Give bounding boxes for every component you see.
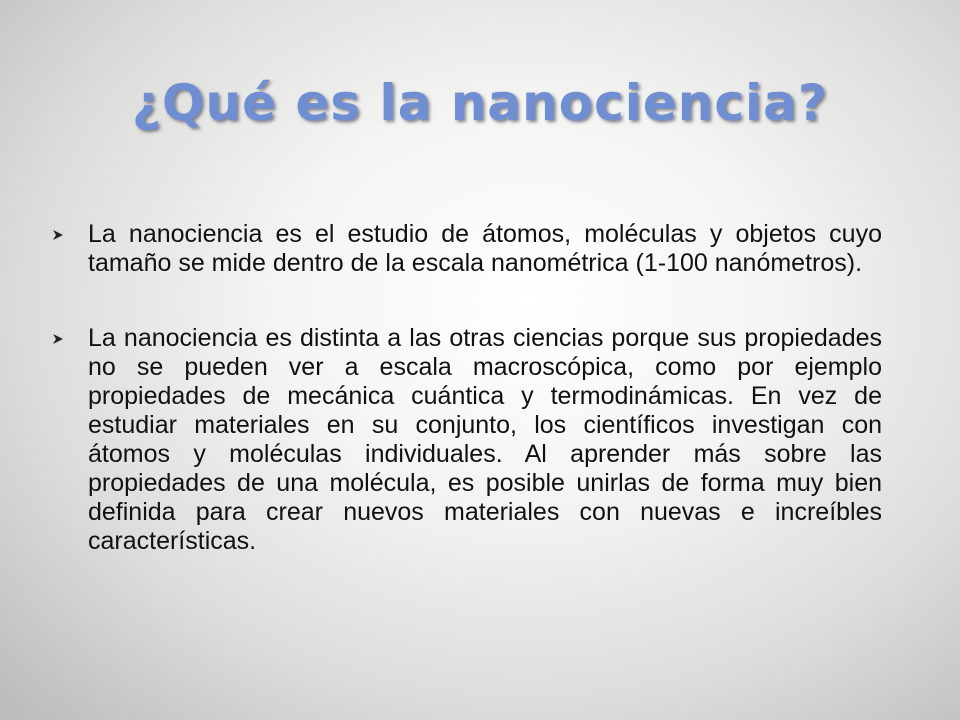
bullet-item [52, 220, 882, 278]
slide-title: ¿Qué es la nanociencia? [132, 74, 828, 132]
bullet-text: La nanociencia es distinta a las otras ciencias porque sus propiedades no se pueden ver a escala macroscópica, como por ejemplo propiedades de mecánica cuántica y termodinámicas. En vez de estudiar materiales en su conjunto, los científicos investigan con átomos y moléculas individuales. Al aprender más sobre las propiedades de una molécula, es posible unirlas de forma muy bien definida para crear nuevos materiales con nuevas e increíbles características. [88, 324, 882, 555]
bullet-item [52, 324, 882, 556]
bullet-list [52, 220, 882, 556]
bullet-text: La nanociencia es el estudio de átomos, moléculas y objetos cuyo tamaño se mide dentro de la escala nanométrica (1-100 nanómetros). [88, 220, 882, 277]
arrowhead-bullet-icon [52, 333, 64, 345]
arrowhead-bullet-icon [52, 229, 64, 241]
